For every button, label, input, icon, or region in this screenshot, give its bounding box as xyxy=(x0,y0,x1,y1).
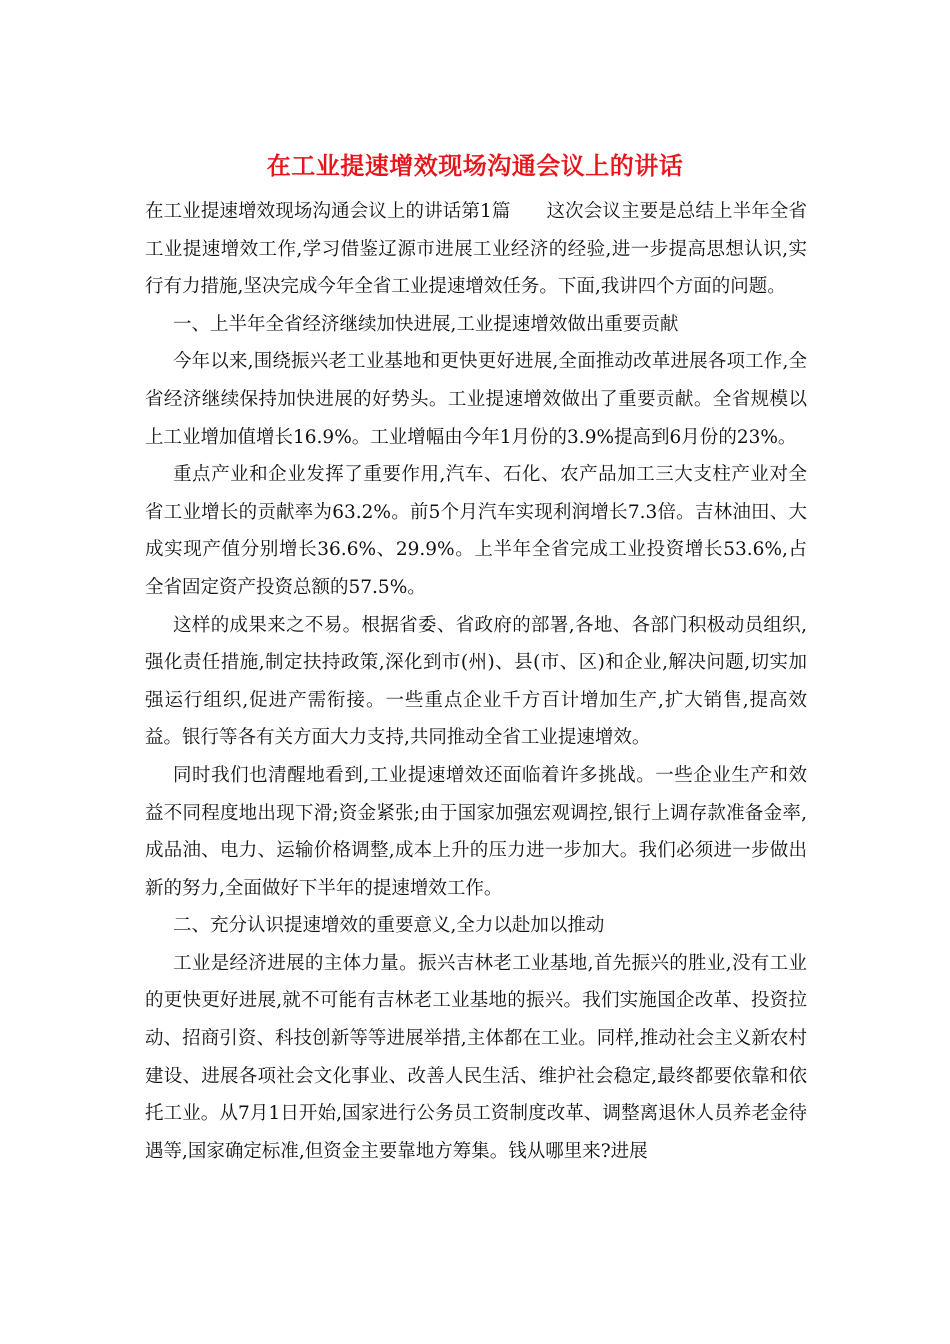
intro-heading: 在工业提速增效现场沟通会议上的讲话第1篇 xyxy=(145,201,511,222)
intro-paragraph xyxy=(145,193,807,306)
section-heading-2: 二、充分认识提速增效的重要意义,全力以赴加以推动 xyxy=(173,915,605,937)
paragraph: 工业是经济进展的主体力量。振兴吉林老工业基地,首先振兴的胜业,没有工业的更快更好进展,就不可能有吉林老工业基地的振兴。我们实施国企改革、投资拉动、招商引资、科技创新等等进展举措,主体都在工业。同样,推动社会主义新农村建设、进展各项社会文化事业、改善人民生活、维护社会稳定,最终都要依靠和依托工业。从7月1日开始,国家进行公务员工资制度改革、调整离退休人员养老金待遇等,国家确定标准,但资金主要靠地方筹集。钱从哪里来?进展 xyxy=(145,952,807,1162)
paragraph: 同时我们也清醒地看到,工业提速增效还面临着许多挑战。一些企业生产和效益不同程度地出现下滑;资金紧张;由于国家加强宏观调控,银行上调存款准备金率,成品油、电力、运输价格调整,成本上升的压力进一步加大。我们必须进一步做出新的努力,全面做好下半年的提速增效工作。 xyxy=(145,764,807,899)
paragraph: 这样的成果来之不易。根据省委、省政府的部署,各地、各部门积极动员组织,强化责任措施,制定扶持政策,深化到市(州)、县(市、区)和企业,解决问题,切实加强运行组织,促进产需衔接。一些重点企业千方百计增加生产,扩大销售,提高效益。银行等各有关方面大力支持,共同推动全省工业提速增效。 xyxy=(145,614,807,749)
paragraph: 重点产业和企业发挥了重要作用,汽车、石化、农产品加工三大支柱产业对全省工业增长的贡献率为63.2%。前5个月汽车实现利润增长7.3倍。吉林油田、大成实现产值分别增长36.6%、29.9%。上半年全省完成工业投资增长53.6%,占全省固定资产投资总额的57.5%。 xyxy=(145,464,807,598)
intro-text: 这次会议主要是总结上半年全省工业提速增效工作,学习借鉴辽源市进展工业经济的经验,进一步提高思想认识,实行有力措施,坚决完成今年全省工业提速增效任务。下面,我讲四个方面的问题。 xyxy=(145,201,807,298)
document-title: 在工业提速增效现场沟通会议上的讲话 xyxy=(266,151,684,180)
paragraph: 今年以来,围绕振兴老工业基地和更快更好进展,全面推动改革进展各项工作,全省经济继续保持加快进展的好势头。工业提速增效做出了重要贡献。全省规模以上工业增加值增长16.9%。工业增幅由今年1月份的3.9%提高到6月份的23%。 xyxy=(145,351,807,448)
section-heading-1: 一、上半年全省经济继续加快进展,工业提速增效做出重要贡献 xyxy=(173,313,679,335)
document-body xyxy=(145,193,807,1170)
